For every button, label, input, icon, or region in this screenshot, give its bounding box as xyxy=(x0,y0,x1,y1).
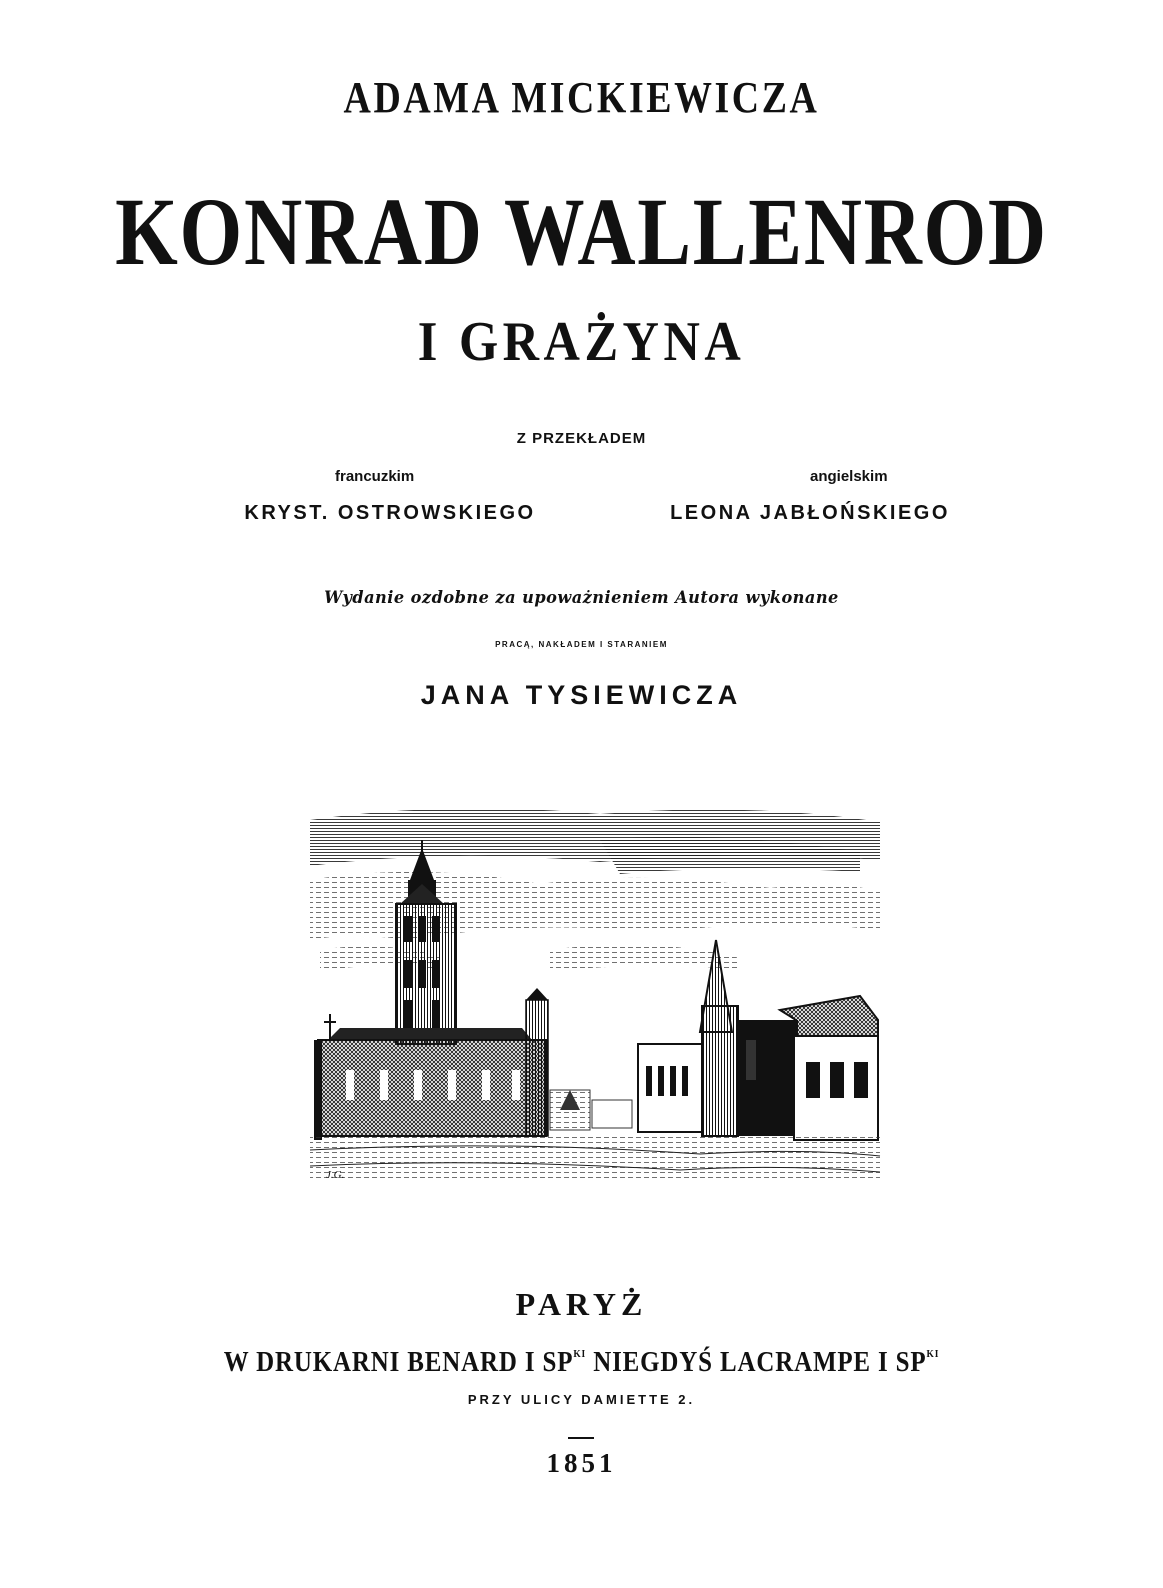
castle-engraving-image xyxy=(300,800,890,1190)
author-name: ADAMA MICKIEWICZA xyxy=(343,73,820,122)
engraving-signature: J.G. xyxy=(326,1169,345,1181)
french-language-label: francuzkim xyxy=(335,468,415,485)
book-title: KONRAD WALLENROD xyxy=(115,178,1048,285)
english-translator-name: LEONA JABŁOŃSKIEGO xyxy=(670,502,950,524)
printer-middle: NIEGDYŚ LACRAMPE I SP xyxy=(586,1346,927,1378)
english-translation-block xyxy=(640,468,980,525)
imprint-city: PARYŻ xyxy=(515,1286,648,1322)
french-translation-block xyxy=(220,468,560,525)
imprint-year: 1851 xyxy=(546,1448,617,1478)
printer-sup-1: KI xyxy=(573,1348,587,1360)
labor-note: PRACĄ, NAKŁADEM I STARANIEM xyxy=(495,640,668,649)
edition-note: Wydanie ozdobne za upoważnieniem Autora wykonane xyxy=(324,588,839,608)
book-subtitle: I GRAŻYNA xyxy=(417,311,746,373)
english-language-label: angielskim xyxy=(810,468,888,485)
distant-buildings xyxy=(550,1090,632,1130)
imprint-street: PRZY ULICY DAMIETTE 2. xyxy=(467,1392,696,1407)
editor-name: JANA TYSIEWICZA xyxy=(420,680,743,710)
castle-palace xyxy=(638,940,878,1140)
courtyard-ground xyxy=(310,1136,880,1180)
church-tower xyxy=(396,840,456,1044)
translation-intro: Z PRZEKŁADEM xyxy=(516,430,647,447)
imprint-divider xyxy=(568,1437,594,1439)
imprint-printer xyxy=(81,1346,1081,1379)
french-translator-name: KRYST. OSTROWSKIEGO xyxy=(244,502,536,524)
printer-prefix: W DRUKARNI BENARD I SP xyxy=(223,1346,574,1378)
printer-sup-2: KI xyxy=(926,1348,940,1360)
